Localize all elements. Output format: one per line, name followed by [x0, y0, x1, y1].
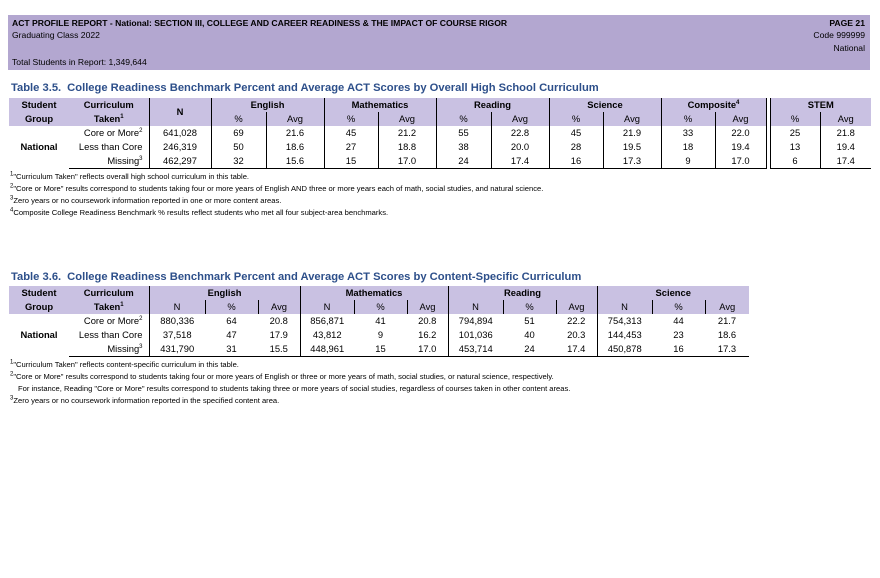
- science-header: Science: [549, 98, 661, 112]
- group-label: National: [20, 329, 58, 341]
- science-avg: 21.7: [717, 315, 737, 326]
- n-header: N: [149, 98, 211, 126]
- english-avg: 17.9: [269, 329, 288, 340]
- avg-header: Avg: [407, 300, 448, 314]
- footnote: For instance, Reading "Core or More" results correspond to students taking three or more years of social studies, regardless of courses taken in other content areas.: [18, 384, 571, 393]
- reading-pct: 24: [436, 154, 491, 169]
- pct-header: %: [770, 112, 820, 126]
- science-pct: 45: [549, 126, 603, 140]
- english-pct: 47: [226, 329, 237, 340]
- english-avg: 21.6: [266, 126, 324, 140]
- pct-header: %: [661, 112, 715, 126]
- pct-header: %: [205, 300, 258, 314]
- composite-pct: 18: [661, 140, 715, 154]
- english-avg: 20.8: [269, 315, 288, 326]
- table-subheader-row: [9, 112, 871, 126]
- math-pct: 9: [377, 329, 384, 340]
- group-header: Group: [9, 300, 69, 314]
- pct-header: %: [354, 300, 407, 314]
- stem-pct: 13: [770, 140, 820, 154]
- science-n: 144,453: [597, 328, 652, 342]
- reading-header: Reading: [436, 98, 549, 112]
- table-3-6: [9, 286, 749, 357]
- n-header: N: [149, 300, 205, 314]
- avg-header: Avg: [820, 112, 871, 126]
- avg-header: Avg: [491, 112, 549, 126]
- table-caption: College Readiness Benchmark Percent and Average ACT Scores by Content-Specific Curriculum: [67, 271, 582, 283]
- pct-header: %: [211, 112, 266, 126]
- composite-avg: 17.0: [715, 154, 766, 169]
- n-value: 246,319: [149, 140, 211, 154]
- report-scope: National: [833, 43, 865, 53]
- pct-header: %: [503, 300, 556, 314]
- stem-avg: 21.8: [820, 126, 871, 140]
- science-pct: 16: [549, 154, 603, 169]
- science-pct: 44: [673, 315, 684, 326]
- pct-header: %: [436, 112, 491, 126]
- avg-header: Avg: [715, 112, 766, 126]
- page-number: PAGE 21: [829, 18, 865, 28]
- n-value: 641,028: [149, 126, 211, 140]
- avg-header: Avg: [556, 300, 597, 314]
- table-subheader-row: [9, 300, 749, 314]
- n-header: N: [300, 300, 354, 314]
- math-n: 43,812: [300, 328, 354, 342]
- report-code: Code 999999: [813, 30, 865, 40]
- composite-avg: 19.4: [715, 140, 766, 154]
- reading-avg: 17.4: [491, 154, 549, 169]
- footnote: $^3$Zero years or no coursework information reported in the specified content area.: [10, 395, 280, 405]
- avg-header: Avg: [705, 300, 749, 314]
- english-avg: 15.5: [258, 342, 300, 357]
- table-3-5-title: [11, 82, 599, 94]
- science-n: 450,878: [597, 342, 652, 357]
- english-pct: 32: [211, 154, 266, 169]
- avg-header: Avg: [266, 112, 324, 126]
- footnote: $^4$Composite College Readiness Benchmark % results reflect students who met all four subject-area benchmarks.: [10, 207, 389, 217]
- avg-header: Avg: [603, 112, 661, 126]
- table-number: Table 3.5.: [11, 82, 62, 94]
- report-title: ACT PROFILE REPORT - National: SECTION III, COLLEGE AND CAREER READINESS & THE IMPACT OF COURSE RIGOR: [12, 18, 508, 28]
- curriculum-label: Less than Core: [78, 141, 143, 152]
- group-label: National: [20, 141, 58, 153]
- table-row: [9, 126, 871, 140]
- table-row: [9, 140, 871, 154]
- n-header: N: [448, 300, 503, 314]
- reading-avg: 20.0: [491, 140, 549, 154]
- footnote: $^1$"Curriculum Taken" reflects overall high school curriculum in this table.: [10, 171, 250, 181]
- english-pct: 64: [226, 315, 237, 326]
- english-pct: 69: [211, 126, 266, 140]
- reading-n: 453,714: [448, 342, 503, 357]
- science-pct: 28: [549, 140, 603, 154]
- table-3-6-title: [11, 271, 581, 283]
- table-number: Table 3.6.: [11, 271, 62, 283]
- table-3-5-footnotes: [10, 171, 543, 219]
- table-header-row: [9, 98, 871, 112]
- reading-pct: 40: [524, 329, 535, 340]
- reading-pct: 51: [524, 315, 535, 326]
- n-value: 462,297: [149, 154, 211, 169]
- math-avg: 17.0: [407, 342, 448, 357]
- pct-header: %: [324, 112, 378, 126]
- reading-avg: 22.2: [567, 315, 586, 326]
- composite-avg: 22.0: [715, 126, 766, 140]
- footnote: $^2$"Core or More" results correspond to students taking four or more years of English or three or more years of math, social studies, or natural science, respectively.: [10, 371, 554, 381]
- curriculum-label: Core or More$^2$: [83, 315, 143, 326]
- footnote: $^2$"Core or More" results correspond to students taking four or more years of English AND three or more years each of math, social studies, and natural science.: [10, 183, 544, 193]
- math-pct: 15: [354, 342, 407, 357]
- reading-pct: 38: [436, 140, 491, 154]
- math-avg: 17.0: [378, 154, 436, 169]
- table-row: [9, 314, 749, 328]
- reading-n: 794,894: [448, 314, 503, 328]
- table-row: [9, 342, 749, 357]
- taken-header: Taken$^1$: [69, 112, 149, 126]
- science-avg: 17.3: [603, 154, 661, 169]
- math-pct: 15: [324, 154, 378, 169]
- table-3-6-footnotes: [10, 359, 570, 407]
- science-n: 754,313: [597, 314, 652, 328]
- science-avg: 17.3: [705, 342, 749, 357]
- n-header: N: [597, 300, 652, 314]
- pct-header: %: [549, 112, 603, 126]
- reading-pct: 55: [436, 126, 491, 140]
- math-n: 856,871: [300, 314, 354, 328]
- avg-header: Avg: [258, 300, 300, 314]
- table-header-row: [9, 286, 749, 300]
- english-pct: 31: [205, 342, 258, 357]
- table-row: [9, 154, 871, 169]
- reading-avg: 22.8: [491, 126, 549, 140]
- curriculum-label: Core or More$^2$: [83, 127, 143, 138]
- stem-header: STEM: [770, 98, 871, 112]
- curriculum-label: Missing$^3$: [69, 342, 149, 357]
- student-header: Student: [9, 98, 69, 112]
- curriculum-label: Less than Core: [78, 329, 143, 340]
- footnote: $^1$"Curriculum Taken" reflects content-specific curriculum in this table.: [10, 359, 239, 369]
- english-n: 431,790: [149, 342, 205, 357]
- stem-avg: 17.4: [820, 154, 871, 169]
- taken-header: Taken$^1$: [69, 300, 149, 314]
- curriculum-header: Curriculum: [69, 98, 149, 112]
- reading-pct: 24: [503, 342, 556, 357]
- math-pct: 41: [375, 315, 386, 326]
- math-avg: 21.2: [378, 126, 436, 140]
- english-n: 37,518: [149, 328, 205, 342]
- avg-header: Avg: [378, 112, 436, 126]
- math-avg: 20.8: [418, 315, 437, 326]
- english-header: English: [149, 286, 300, 300]
- english-avg: 15.6: [266, 154, 324, 169]
- reading-header: Reading: [448, 286, 597, 300]
- total-students: Total Students in Report: 1,349,644: [12, 57, 147, 67]
- math-avg: 18.8: [378, 140, 436, 154]
- mathematics-header: Mathematics: [300, 286, 448, 300]
- science-header: Science: [597, 286, 749, 300]
- mathematics-header: Mathematics: [324, 98, 436, 112]
- curriculum-label: Missing$^3$: [69, 154, 149, 169]
- table-row: [9, 328, 749, 342]
- math-n: 448,961: [300, 342, 354, 357]
- science-pct: 23: [673, 329, 684, 340]
- science-avg: 19.5: [603, 140, 661, 154]
- reading-avg: 17.4: [556, 342, 597, 357]
- stem-pct: 6: [770, 154, 820, 169]
- science-avg: 21.9: [603, 126, 661, 140]
- group-header: Group: [9, 112, 69, 126]
- english-pct: 50: [211, 140, 266, 154]
- table-3-5: [9, 98, 871, 169]
- stem-avg: 19.4: [820, 140, 871, 154]
- composite-header: Composite$^4$: [661, 98, 766, 112]
- graduating-class: Graduating Class 2022: [12, 30, 100, 40]
- english-header: English: [211, 98, 324, 112]
- reading-avg: 20.3: [567, 329, 586, 340]
- student-header: Student: [9, 286, 69, 300]
- composite-pct: 33: [661, 126, 715, 140]
- english-avg: 18.6: [266, 140, 324, 154]
- english-n: 880,336: [149, 314, 205, 328]
- footnote: $^3$Zero years or no coursework information reported in one or more content areas.: [10, 195, 282, 205]
- pct-header: %: [652, 300, 705, 314]
- stem-pct: 25: [770, 126, 820, 140]
- math-avg: 16.2: [418, 329, 437, 340]
- math-pct: 27: [324, 140, 378, 154]
- composite-pct: 9: [661, 154, 715, 169]
- math-pct: 45: [324, 126, 378, 140]
- reading-n: 101,036: [448, 328, 503, 342]
- science-pct: 16: [652, 342, 705, 357]
- science-avg: 18.6: [717, 329, 737, 340]
- curriculum-header: Curriculum: [69, 286, 149, 300]
- report-header: [8, 15, 870, 70]
- table-caption: College Readiness Benchmark Percent and Average ACT Scores by Overall High School Curriculum: [67, 82, 599, 94]
